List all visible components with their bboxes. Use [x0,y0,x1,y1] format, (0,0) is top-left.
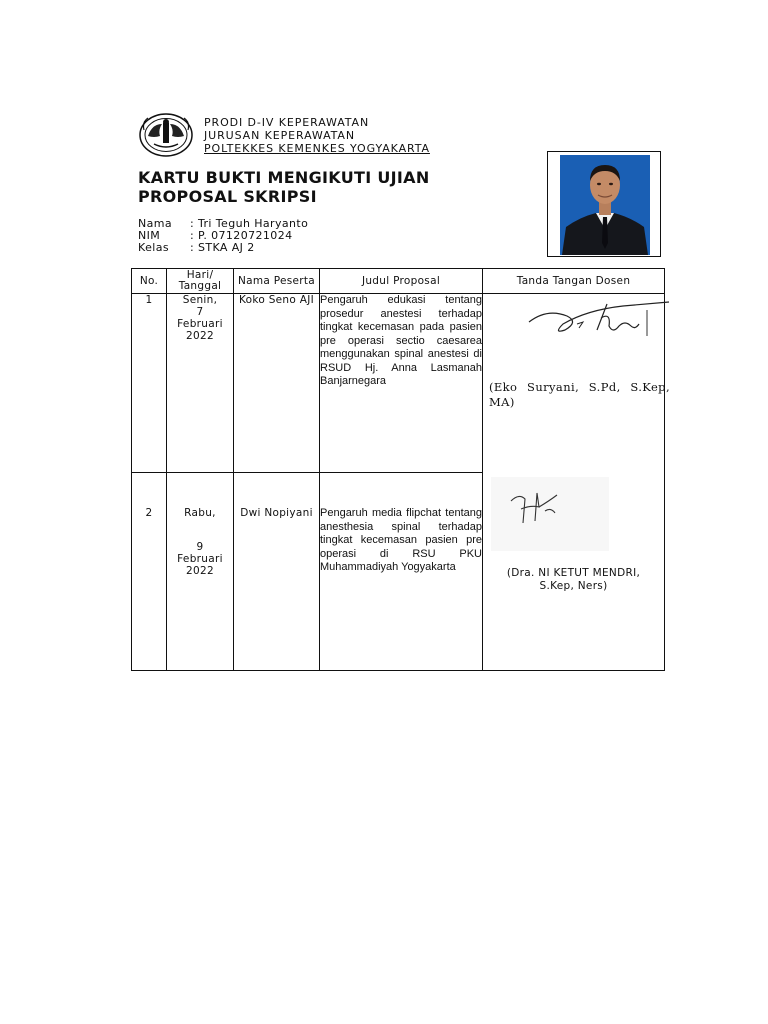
row-no: 1 [132,294,167,473]
row-tanggal-year: 2022 [186,330,214,342]
institution-jurusan: JURUSAN KEPERAWATAN [204,129,355,142]
page-title-line-2: PROPOSAL SKRIPSI [138,187,317,206]
dosen-name-1: (Eko Suryani, S.Pd, S.Kep, MA) [489,380,670,409]
header-no: No. [132,269,167,294]
table-header-row [132,269,665,294]
exam-attendance-table [131,268,670,671]
student-photo-frame [547,151,661,257]
nama-value: : Tri Teguh Haryanto [190,217,309,230]
table-row [132,473,665,671]
dosen-name-2 [483,567,664,593]
row-judul: Pengaruh edukasi tentang prosedur anestesi terhadap tingkat kecemasan pada pasien pre operasi sectio caesarea menggunakan spinal anestesi di RSUD Hj. Anna Lasmanah Banjarnegara [320,294,483,473]
dosen-name-2-line-2: S.Kep, Ners) [539,579,608,592]
nama-label: Nama [138,217,173,230]
page-title [138,168,430,206]
row-judul: Pengaruh media flipchat tentang anesthesia spinal terhadap tingkat kecemasan pasien pre operasi di RSU PKU Muhammadiyah Yogyakarta [320,473,483,671]
institution-logo-icon [138,112,194,158]
row-hari: Rabu, [184,507,216,519]
row-tanggal-month: Februari [177,553,223,565]
row-hari-tanggal [167,294,234,473]
row-peserta: Dwi Nopiyani [234,473,320,671]
row-hari-tanggal [167,473,234,671]
dosen-name-2-line-1: (Dra. NI KETUT MENDRI, [506,566,641,579]
row-tanggal-year: 2022 [186,565,214,577]
header-tanda-tangan-dosen: Tanda Tangan Dosen [483,269,665,294]
signature-eko-suryani-icon [527,300,672,340]
row-tanggal-day: 7 [196,306,204,318]
row-tanda-tangan [483,473,665,671]
row-peserta: Koko Seno AJI [234,294,320,473]
header-hari-tanggal: Hari/ Tanggal [167,269,234,294]
row-tanggal-day: 9 [196,541,204,553]
kelas-label: Kelas [138,241,169,254]
nim-label: NIM [138,229,161,242]
kelas-value: : STKA AJ 2 [190,241,255,254]
student-photo [560,155,650,255]
row-tanggal-month: Februari [177,318,223,330]
header-nama-peserta: Nama Peserta [234,269,320,294]
institution-prodi: PRODI D-IV KEPERAWATAN [204,116,370,129]
institution-poltekkes: POLTEKKES KEMENKES YOGYAKARTA [204,142,430,155]
row-hari: Senin, [182,294,218,306]
header-judul-proposal: Judul Proposal [320,269,483,294]
page-title-line-1: KARTU BUKTI MENGIKUTI UJIAN [138,168,430,187]
signature-ni-ketut-mendri-icon [505,487,585,527]
row-no: 2 [132,473,167,671]
row-tanda-tangan [483,294,670,473]
nim-value: : P. 07120721024 [190,229,293,242]
table-row [132,294,665,473]
